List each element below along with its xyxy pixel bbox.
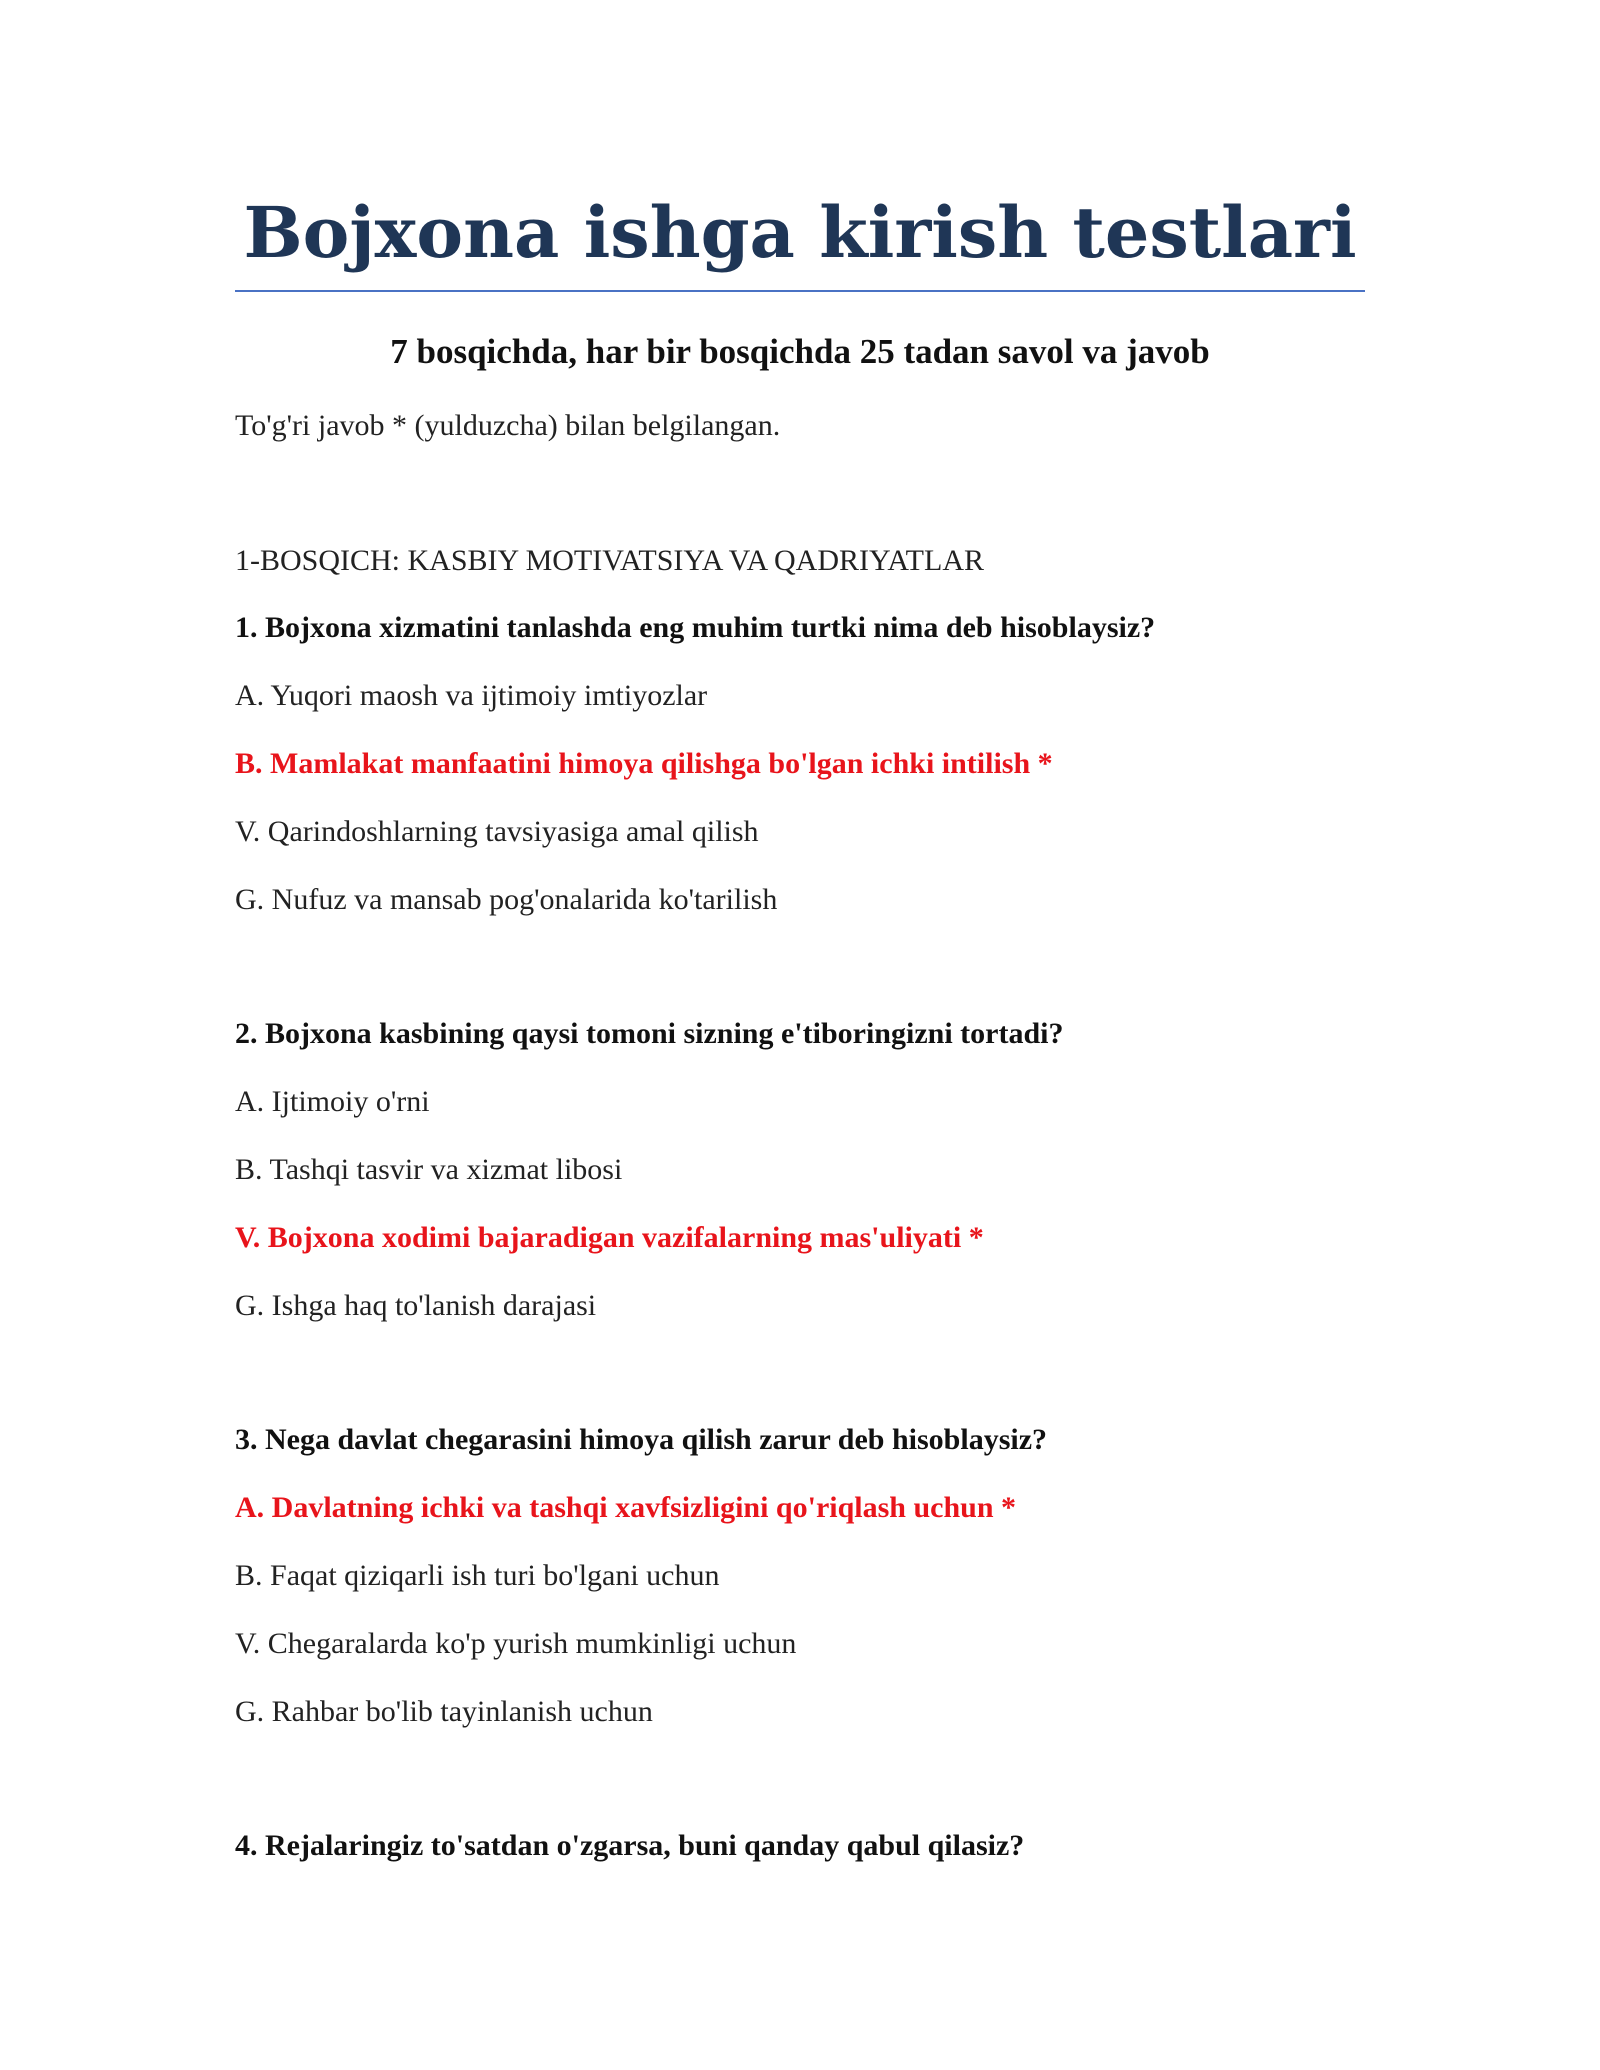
question-4	[235, 1826, 1365, 1894]
answer-option: A. Davlatning ichki va tashqi xavfsizligini qo'riqlash uchun *	[235, 1491, 1017, 1524]
question-text: 2. Bojxona kasbining qaysi tomoni sizning e'tiboringizni tortadi?	[235, 1017, 1064, 1050]
answer-key-note: To'g'ri javob * (yulduzcha) bilan belgilangan.	[235, 409, 781, 442]
document-subtitle: 7 bosqichda, har bir bosqichda 25 tadan savol va javob	[390, 332, 1210, 371]
answer-option: G. Ishga haq to'lanish darajasi	[235, 1289, 597, 1322]
question-text: 4. Rejalaringiz to'satdan o'zgarsa, buni qanday qabul qilasiz?	[235, 1829, 1025, 1862]
answer-option: B. Tashqi tasvir va xizmat libosi	[235, 1153, 623, 1186]
answer-option: V. Qarindoshlarning tavsiyasiga amal qilish	[235, 815, 759, 848]
title-underline	[235, 290, 1365, 292]
answer-option: A. Ijtimoiy o'rni	[235, 1085, 430, 1118]
answer-option: B. Mamlakat manfaatini himoya qilishga bo'lgan ichki intilish *	[235, 747, 1053, 780]
answer-option: A. Yuqori maosh va ijtimoiy imtiyozlar	[235, 679, 708, 712]
document-title: Bojxona ishga kirish testlari	[243, 191, 1357, 274]
answer-option: G. Rahbar bo'lib tayinlanish uchun	[235, 1695, 653, 1728]
answer-option: G. Nufuz va mansab pog'onalarida ko'tarilish	[235, 883, 778, 916]
question-3	[235, 1420, 1365, 1760]
question-1	[235, 608, 1365, 948]
answer-option: V. Bojxona xodimi bajaradigan vazifalarning mas'uliyati *	[235, 1221, 984, 1254]
stage-heading: 1-BOSQICH: KASBIY MOTIVATSIYA VA QADRIYATLAR	[235, 544, 984, 577]
answer-option: V. Chegaralarda ko'p yurish mumkinligi uchun	[235, 1627, 797, 1660]
answer-option: B. Faqat qiziqarli ish turi bo'lgani uchun	[235, 1559, 720, 1592]
question-text: 1. Bojxona xizmatini tanlashda eng muhim turtki nima deb hisoblaysiz?	[235, 611, 1156, 644]
question-text: 3. Nega davlat chegarasini himoya qilish zarur deb hisoblaysiz?	[235, 1423, 1048, 1456]
question-2	[235, 1014, 1365, 1354]
